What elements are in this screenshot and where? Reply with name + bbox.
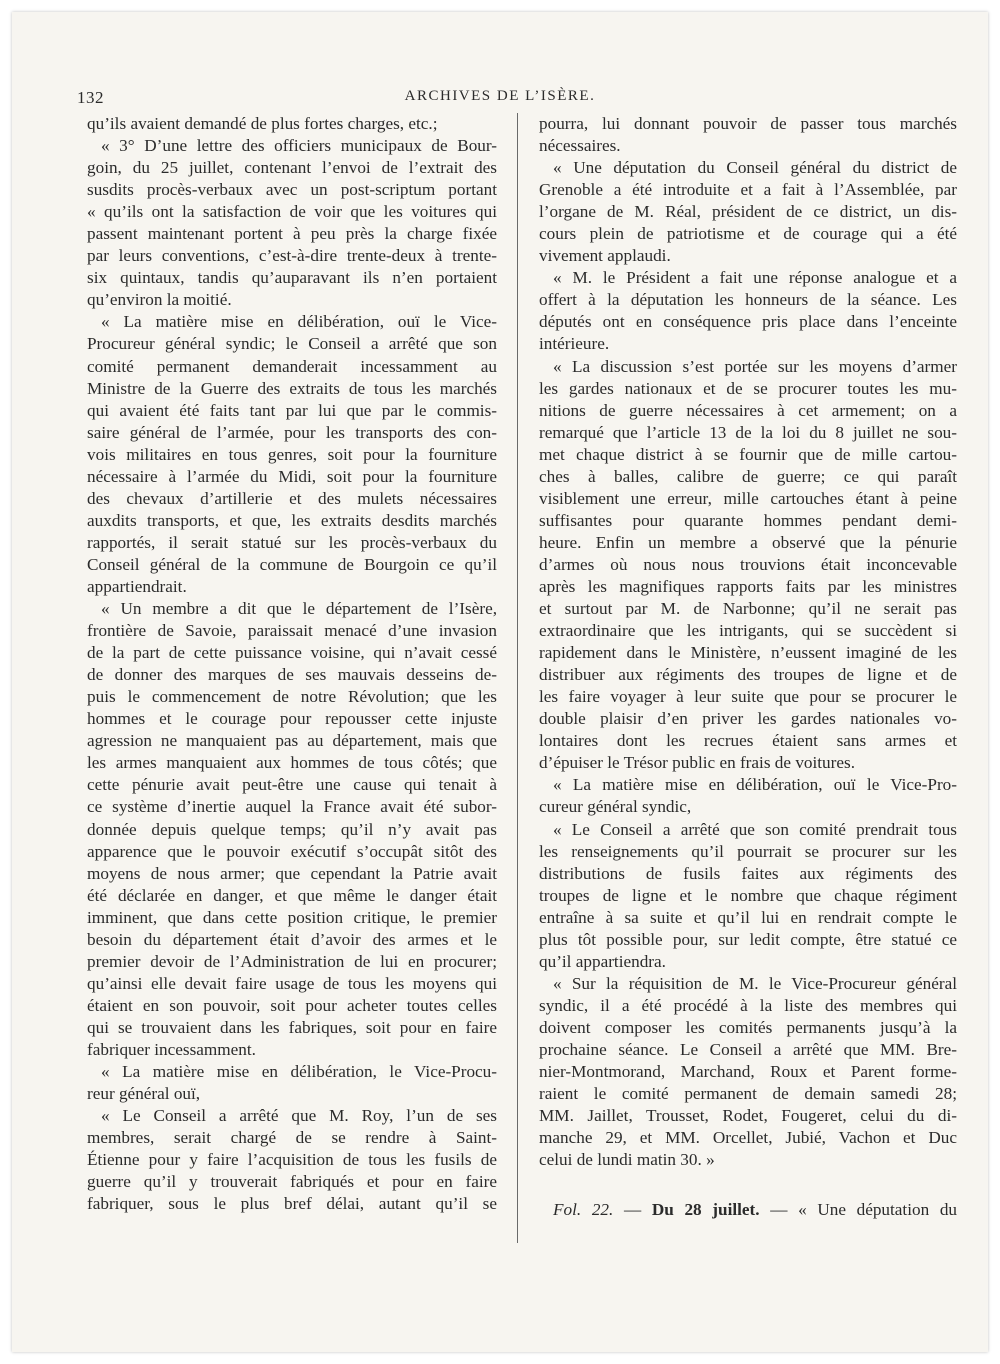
text-line: vois militaires en tous genres, soit pour la fourniture <box>87 444 497 464</box>
text-line: « 3° D’une lettre des officiers municipaux de Bour- <box>101 136 497 156</box>
text-line: Procureur général syndic; le Conseil a arrêté que son <box>87 334 497 354</box>
text-line: de donner des marques de ses mauvais desseins de- <box>87 665 497 685</box>
text-line: « La matière mise en délibération, le Vice-Procu- <box>101 1062 497 1082</box>
text-line: doivent composer les comités permanents jusqu’à la <box>539 1017 957 1037</box>
text-line: les renseignements qu’il pourrait se procurer sur les <box>539 841 957 861</box>
text-line: les faire voyager à leur suite que pour se procurer le <box>539 687 957 707</box>
running-head: ARCHIVES DE L’ISÈRE. <box>404 88 596 104</box>
text-line: heure. Enfin un membre a observé que la pénurie <box>539 532 957 552</box>
text-line: fabriquer, sous le plus bref délai, autant qu’il se <box>87 1194 497 1214</box>
text-line: qui avaient été faits tant par lui que par le commis- <box>87 400 497 420</box>
text-line: « Le Conseil a arrêté que son comité prendrait tous <box>553 819 957 839</box>
text-line: agression ne manquaient pas au département, mais que <box>87 731 497 751</box>
text-line: « La matière mise en délibération, ouï le Vice-Pro- <box>553 775 957 795</box>
text-line: « Un membre a dit que le département de l’Isère, <box>101 599 497 619</box>
text-line: députés ont en conséquence pris place dans l’enceinte <box>539 312 957 332</box>
text-line: intérieure. <box>539 334 610 354</box>
text-line: rapidement dans le Ministère, n’eussent imaginé de les <box>539 643 957 663</box>
text-line: cette pénurie avait peut-être une cause qui tenait à <box>87 775 497 795</box>
text-line: de la part de cette puissance voisine, qui n’avait cessé <box>87 643 497 663</box>
text-line: lontaires dont les recrues étaient sans armes et <box>539 731 957 751</box>
text-line: double plaisir d’en priver les gardes nationales vo- <box>539 709 957 729</box>
section-gap <box>539 1171 957 1199</box>
text-line: nier-Montmorand, Marchand, Roux et Parent forme- <box>539 1062 957 1082</box>
text-line: reur général ouï, <box>87 1084 201 1104</box>
left-column <box>87 113 497 1215</box>
text-line: nécessaires. <box>539 136 621 156</box>
text-line: l’organe de M. Réal, président de ce district, un dis- <box>539 202 957 222</box>
text-line: membres, serait chargé de se rendre à Saint- <box>87 1128 497 1148</box>
folio-line <box>539 1199 957 1221</box>
text-line: premier devoir de l’Administration de lui en procurer; <box>87 951 497 971</box>
text-line: troupes de ligne et le nombre que chaque régiment <box>539 885 957 905</box>
text-line: « La discussion s’est portée sur les moyens d’armer <box>553 356 957 376</box>
text-line: extraordinaire que les intrigants, qui se succèdent si <box>539 621 957 641</box>
text-line: goin, du 25 juillet, contenant l’envoi de l’extrait des <box>87 158 497 178</box>
text-line: et surtout par M. de Narbonne; qu’il ne serait pas <box>539 599 957 619</box>
text-line: Étienne pour y faire l’acquisition de tous les fusils de <box>87 1150 497 1170</box>
text-line: manche 29, et MM. Orcellet, Jubié, Vachon et Duc <box>539 1128 957 1148</box>
right-column <box>539 113 957 1221</box>
folio-rest: — « Une députation du <box>759 1200 958 1220</box>
text-line: frontière de Savoie, paraissait menacé d’une invasion <box>87 621 497 641</box>
text-line: plus tôt possible pour, sur ledit compte, être statué ce <box>539 929 957 949</box>
text-line: distribuer aux régiments des troupes de ligne et de <box>539 665 957 685</box>
folio-date: Du 28 juillet. <box>651 1200 760 1220</box>
text-line: qu’ils avaient demandé de plus fortes charges, etc.; <box>87 114 438 133</box>
folio-ref: Fol. 22. <box>553 1200 614 1220</box>
text-line: donnée depuis quelque temps; qu’il n’y avait pas <box>87 819 497 839</box>
text-line: « Une députation du Conseil général du district de <box>553 158 957 178</box>
text-line: qui se trouvaient dans les fabriques, soit pour en faire <box>87 1017 497 1037</box>
text-line: cours plein de patriotisme et de courage qui a été <box>539 224 957 244</box>
text-line: appartiendrait. <box>87 576 187 596</box>
text-line: vivement applaudi. <box>539 246 671 266</box>
text-line: les armes manquaient aux hommes de tous côtés; que <box>87 753 497 773</box>
text-line: entraîne à sa suite et qu’il lui en rendrait compte le <box>539 907 957 927</box>
text-line: Ministre de la Guerre des extraits de tous les marchés <box>87 378 497 398</box>
text-line: après les magnifiques rapports faits par les ministres <box>539 576 957 596</box>
text-line: passent maintenant portent à peu près la charge fixée <box>87 224 497 244</box>
text-line: MM. Jaillet, Trousset, Rodet, Fougeret, celui du di- <box>539 1106 957 1126</box>
text-line: nécessaire à l’armée du Midi, soit pour la fourniture <box>87 466 497 486</box>
text-line: Grenoble a été introduite et a fait à l’Assemblée, par <box>539 180 957 200</box>
text-line: rapportés, il serait statué sur les procès-verbaux du <box>87 532 497 552</box>
text-line: distributions de fusils faites aux régiments des <box>539 863 957 883</box>
text-line: moyens de nous armer; que cependant la Patrie avait <box>87 863 497 883</box>
text-line: auxdits transports, et que, les extraits desdits marchés <box>87 510 497 530</box>
text-line: suffisantes pour quarante hommes pendant demi- <box>539 510 957 530</box>
text-line: nitions de guerre nécessaires à cet armement; on a <box>539 400 957 420</box>
text-line: qu’environ la moitié. <box>87 290 232 310</box>
text-line: raient le comité permanent de demain samedi 28; <box>539 1084 957 1104</box>
text-line: prochaine séance. Le Conseil a arrêté que MM. Bre- <box>539 1039 957 1059</box>
text-line: visiblement une erreur, mille cartouches étant à peine <box>539 488 957 508</box>
text-line: été déclarée en danger, et que même le danger était <box>87 885 497 905</box>
text-line: puis le commencement de notre Révolution; que les <box>87 687 497 707</box>
text-line: offert à la députation les honneurs de la séance. Les <box>539 290 957 310</box>
text-line: cureur général syndic, <box>539 797 692 817</box>
text-line: hommes et le courage pour repousser cette injuste <box>87 709 497 729</box>
text-line: apparence que le pouvoir exécutif s’occupât sitôt des <box>87 841 497 861</box>
text-line: d’épuiser le Trésor public en frais de voitures. <box>539 753 855 773</box>
text-line: imminent, que dans cette position critique, le premier <box>87 907 497 927</box>
text-line: des chevaux d’artillerie et des mulets nécessaires <box>87 488 497 508</box>
page-number: 132 <box>77 88 104 107</box>
text-line: fabriquer incessamment. <box>87 1039 256 1059</box>
text-line: six quintaux, tandis qu’auparavant ils n’en portaient <box>87 268 497 288</box>
text-line: « Le Conseil a arrêté que M. Roy, l’un de ses <box>101 1106 497 1126</box>
right-column-body <box>539 113 957 1171</box>
text-line: remarqué que l’article 13 de la loi du 8 juillet ne sou- <box>539 422 957 442</box>
text-line: « La matière mise en délibération, ouï le Vice- <box>101 312 497 332</box>
text-line: saire général de l’armée, pour les transports des con- <box>87 422 497 442</box>
text-line: besoin du département était d’avoir des armes et le <box>87 929 497 949</box>
text-line: syndic, il a été procédé à la liste des membres qui <box>539 995 957 1015</box>
text-line: qu’il appartiendra. <box>539 951 666 971</box>
text-line: « Sur la réquisition de M. le Vice-Procureur général <box>553 973 957 993</box>
text-line: susdits procès-verbaux avec un post-scriptum portant <box>87 180 497 200</box>
text-line: ce système d’inertie auquel la France avait été subor- <box>87 797 497 817</box>
text-line: guerre qu’il y trouverait fabriqués et pour en faire <box>87 1172 497 1192</box>
text-line: « qu’ils ont la satisfaction de voir que les voitures qui <box>87 202 497 222</box>
text-line: comité permanent demanderait incessamment au <box>87 356 497 376</box>
text-line: pourra, lui donnant pouvoir de passer tous marchés <box>539 114 957 133</box>
text-line: « M. le Président a fait une réponse analogue et a <box>553 268 957 288</box>
text-line: étaient en son pouvoir, soit pour acheter toutes celles <box>87 995 497 1015</box>
text-line: qu’ainsi elle devait faire usage de tous les moyens qui <box>87 973 497 993</box>
folio-dash: — <box>613 1200 652 1220</box>
text-line: met chaque district à se fournir que de mille cartou- <box>539 444 957 464</box>
text-line: ches à balles, calibre de guerre; ce qui paraît <box>539 466 957 486</box>
text-line: d’armes où nous nous trouvions était inconcevable <box>539 554 957 574</box>
text-line: par leurs conventions, c’est-à-dire trente-deux à trente- <box>87 246 497 266</box>
text-line: celui de lundi matin 30. » <box>539 1150 715 1170</box>
text-line: Conseil général de la commune de Bourgoin ce qu’il <box>87 554 497 574</box>
text-line: les gardes nationaux et de se procurer toutes les mu- <box>539 378 957 398</box>
document-page <box>12 12 988 1352</box>
column-divider <box>517 113 518 1243</box>
